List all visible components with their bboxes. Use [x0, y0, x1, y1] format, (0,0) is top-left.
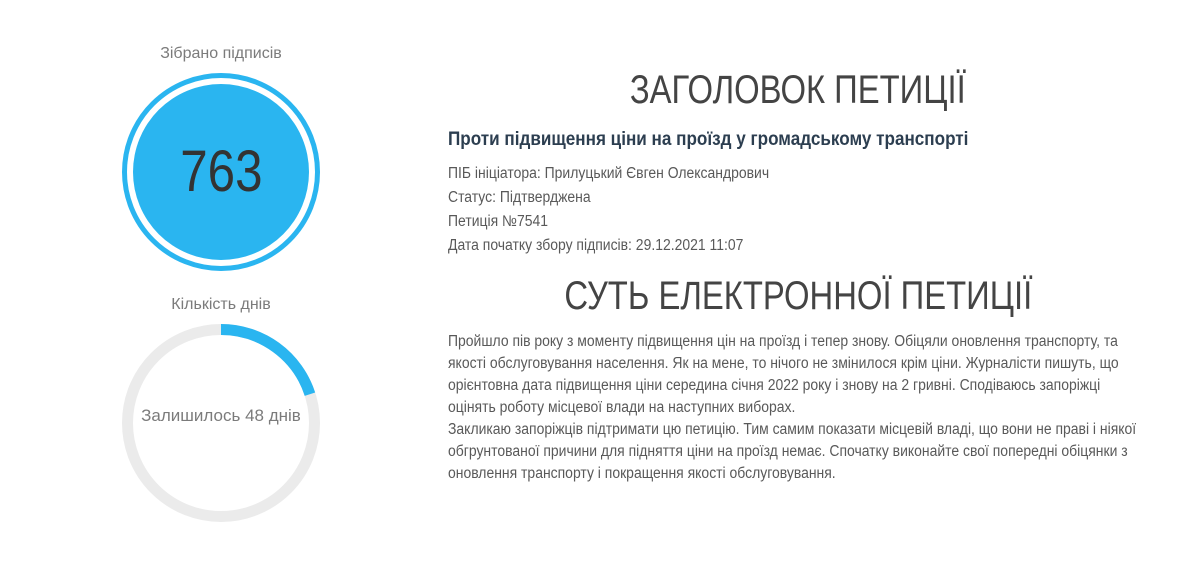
meta-initiator: ПІБ ініціатора: Прилуцький Євген Олександрович: [448, 165, 770, 182]
petition-body-section-heading: [448, 272, 1148, 320]
days-ring: [122, 324, 320, 522]
petition-meta: [448, 162, 1148, 258]
meta-petition-number: Петиція №7541: [448, 213, 549, 230]
petition-paragraph-1: Пройшло пів року з моменту підвищення цін на проїзд і тепер знову. Обіцяли оновлення транспорту, та якості обслуговування населення. Як на мене, то нічого не змінилося крім ціни. Журналісти пишуть, що орієнтовна дата підвищення ціни середина січня 2022 року і знову на 2 гривні. Сподіваюсь запоріжці оцінять роботу місцевої влади на наступних виборах.: [448, 333, 1119, 416]
petition-title-section-heading: [448, 66, 1148, 114]
days-stat: [122, 295, 320, 522]
meta-start-date: Дата початку збору підписів: 29.12.2021 11:07: [448, 237, 744, 254]
days-label: Кількість днів: [171, 296, 271, 313]
signatures-disc: [133, 84, 309, 260]
petition-content: [448, 66, 1148, 485]
stats-column: [122, 44, 320, 522]
signatures-stat: [122, 44, 320, 271]
signatures-circle: [122, 73, 320, 271]
signatures-label: Зібрано підписів: [160, 45, 282, 62]
days-remaining-text: Залишилось 48 днів: [141, 406, 301, 425]
petition-body-section-heading-text: СУТЬ ЕЛЕКТРОННОЇ ПЕТИЦІЇ: [564, 274, 1032, 318]
meta-status: Статус: Підтверджена: [448, 189, 591, 206]
petition-paragraph-2: Закликаю запоріжців підтримати цю петицію. Тим самим показати місцевій владі, що вони не праві і ніякої обгрунтованої причини для підняття ціни на проїзд немає. Спочатку виконайте свої попередні обіцянки з оновлення транспорту і покращення якості обслуговування.: [448, 421, 1137, 482]
signatures-count: 763: [179, 139, 263, 204]
petition-title: Проти підвищення ціни на проїзд у громадському транспорті: [448, 129, 969, 150]
petition-body: [448, 331, 1148, 485]
petition-title-section-heading-text: ЗАГОЛОВОК ПЕТИЦІЇ: [630, 68, 966, 112]
